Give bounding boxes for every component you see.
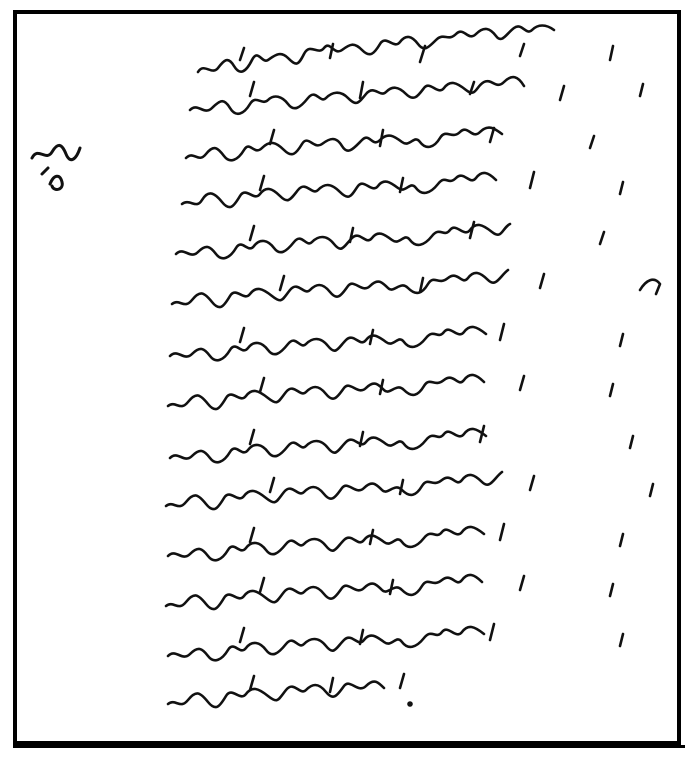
handwritten-line-5 [176,222,604,258]
handwritten-line-10 [166,472,653,509]
handwritten-line-9 [170,426,633,462]
handwritten-line-2 [190,77,643,114]
handwritten-line-11 [168,524,623,560]
handwritten-line-4 [182,172,623,207]
handwritten-line-1 [198,26,613,73]
handwritten-line-6 [172,270,660,307]
handwritten-line-14 [168,674,412,707]
handwritten-line-12 [166,575,613,609]
handwritten-line-13 [168,624,623,660]
handwritten-line-8 [168,375,613,409]
handwritten-line-3 [186,128,594,161]
handwritten-line-7 [170,324,623,360]
